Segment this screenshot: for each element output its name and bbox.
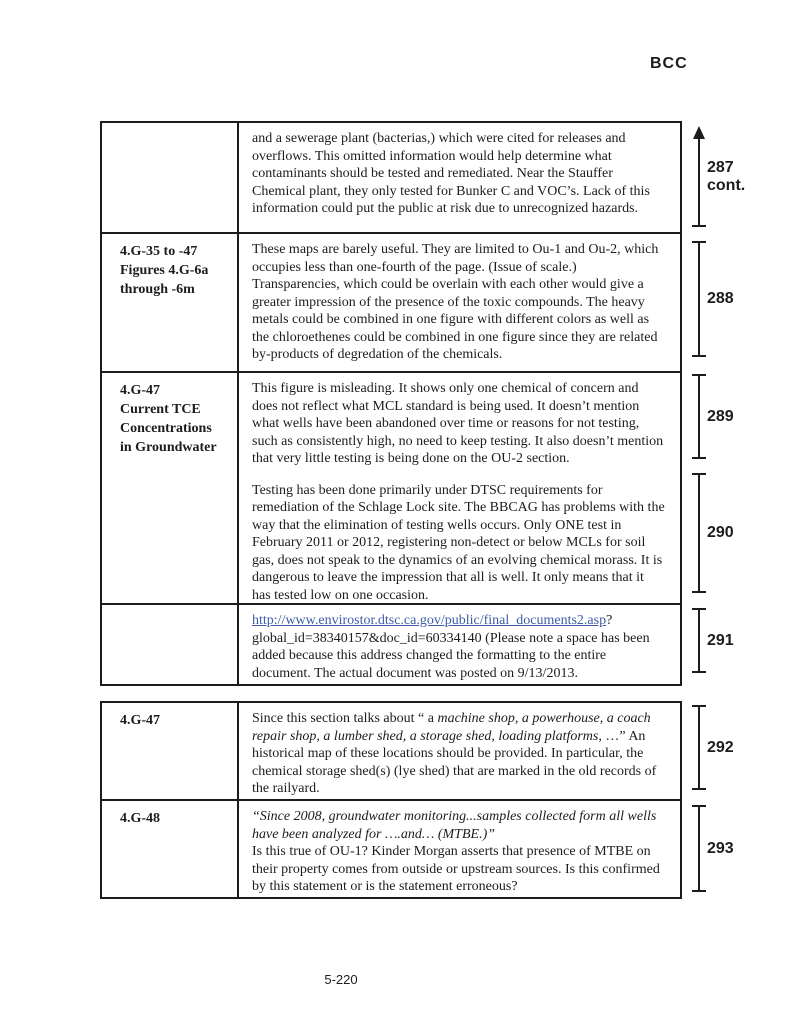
comment-number-label: [707, 290, 734, 308]
bracket-line: [698, 374, 700, 459]
comment-number-label: [707, 524, 734, 542]
comment-number-line: 288: [707, 290, 734, 307]
bracket-tick: [692, 241, 706, 243]
comment-text-segment: ?: [606, 613, 613, 628]
section-reference-line: 4.G-48: [120, 811, 161, 826]
comment-number-line: 287: [707, 159, 734, 176]
comment-text-segment: Testing has been done primarily under DTSC requirements for remediation of the Schlage Lock site. The BBCAG has problems with the way that the elimination of testing wells occurs. Only ONE test in February 2011 or 2012, registering non-detect or below MCLs for soil gas, does not speak to the dynamics of an evolving chemical morass. It is dangerous to leave the impression that all is well. It only means that it has tested low on one occasion.: [252, 482, 665, 603]
section-reference-cell: [102, 703, 239, 799]
section-reference-line: 4.G-47: [120, 383, 161, 398]
comment-text-segment: global_id=38340157&doc_id=60334140 (Please note a space has been added because this address changed the formatting to the entire document. The actual document was posted on 9/13/2013.: [252, 630, 650, 681]
bracket-tick: [692, 788, 706, 790]
bracket-tick: [692, 374, 706, 376]
comment-paragraph: [252, 612, 666, 682]
comment-number-label: [707, 632, 734, 650]
comment-number-label: [707, 840, 734, 858]
section-reference-line: Figures 4.G-6a: [120, 263, 209, 278]
comment-number-label: [707, 159, 745, 195]
comment-table: [100, 701, 682, 899]
section-reference-line: Current TCE: [120, 402, 201, 417]
bracket-line: [698, 805, 700, 892]
comment-number-label: [707, 408, 734, 426]
comment-text-segment: Is this true of OU-1? Kinder Morgan asserts that presence of MTBE on their property comes from outside or upstream sources. Is this confirmed by this statement or is the statement erroneous?: [252, 844, 660, 894]
table-row: [102, 603, 680, 684]
section-reference-cell: [102, 234, 239, 371]
comment-text-segment: This figure is misleading. It shows only one chemical of concern and does not reflect what MCL standard is being used. It doesn’t mention what wells have been abandoned over time or reasons for not testing, such as consistently high, no need to keep testing. It also doesn’t mention that very little testing is being done on the OU-2 section.: [252, 381, 664, 466]
comment-text-cell: [239, 703, 680, 799]
comment-text-segment: and a sewerage plant (bacterias,) which were cited for releases and overflows. This omitted information would help determine what contaminants should be tested and remediated. Near the Stauffer Chemical plant, they only tested for Bunker C and VOC’s. Lack of this information could put the public at risk due to unrecognized hazards.: [252, 131, 650, 216]
bracket-tick: [692, 473, 706, 475]
comment-paragraph: [252, 130, 666, 218]
table-row: [102, 799, 680, 897]
comment-text-cell: [239, 373, 680, 603]
bracket-tick: [692, 225, 706, 227]
bracket-tick: [692, 457, 706, 459]
bracket-tick: [692, 890, 706, 892]
comment-text-segment: These maps are barely useful. They are limited to Ou-1 and Ou-2, which occupies less than one-fourth of the page. (Issue of scale.) Transparencies, which could be overlain with each other would give a greater impression of the presence of the toxic compounds. The heavy metals could be combined in one figure with different colors as well as the chloroethenes could be combined in one figure since they are related by-products of degredation of the chemicals.: [252, 242, 659, 362]
table-row: [102, 232, 680, 371]
comment-number-line: 291: [707, 632, 734, 649]
bracket-tick: [692, 355, 706, 357]
table-row: [102, 371, 680, 603]
bracket-line: [698, 705, 700, 790]
comment-text-segment: …” An historical map of these locations should be provided. In particular, the chemical storage shed(s) (lye shed) that are marked in the old records of the railyard.: [252, 728, 657, 796]
comment-paragraph: [252, 241, 666, 364]
section-reference-line: in Groundwater: [120, 440, 217, 455]
comment-text-cell: [239, 234, 680, 371]
bracket-tick: [692, 705, 706, 707]
table-row: [102, 703, 680, 799]
section-reference-line: Concentrations: [120, 421, 212, 436]
comment-text-cell: [239, 801, 680, 897]
comment-text-cell: [239, 123, 680, 232]
bracket-tick: [692, 805, 706, 807]
margin-comment-markers: [690, 0, 800, 1034]
section-reference-cell: [102, 373, 239, 603]
bracket-tick: [692, 591, 706, 593]
table-row: [102, 123, 680, 232]
document-code-label: BCC: [650, 55, 688, 72]
comment-paragraph: [252, 808, 666, 896]
comment-table: [100, 121, 682, 686]
bracket-line: [698, 241, 700, 357]
comment-text-cell: [239, 605, 680, 684]
comment-paragraph: [252, 710, 666, 798]
comment-number-label: [707, 739, 734, 757]
section-reference-line: 4.G-35 to -47: [120, 244, 198, 259]
comment-text-segment: machine shop, a powerhouse, a coach repair shop, a lumber shed, a storage shed, loading platforms,: [252, 711, 651, 744]
comment-number-line: 289: [707, 408, 734, 425]
section-reference-line: 4.G-47: [120, 713, 161, 728]
comment-number-line: 292: [707, 739, 734, 756]
comment-paragraph: [252, 380, 666, 468]
bracket-line: [698, 473, 700, 593]
comment-paragraph: [252, 482, 666, 604]
bracket-tick: [692, 608, 706, 610]
page-number: 5-220: [324, 972, 358, 987]
envirostor-link[interactable]: http://www.envirostor.dtsc.ca.gov/public/final_documents2.asp: [252, 613, 607, 628]
comment-text-segment: “Since 2008, groundwater monitoring...samples collected form all wells have been analyzed for ….and… (MTBE.)”: [252, 809, 657, 842]
bracket-line: [698, 608, 700, 673]
bracket-line: [698, 136, 700, 226]
section-reference-cell: [102, 801, 239, 897]
comment-number-line: 290: [707, 524, 734, 541]
bracket-tick: [692, 671, 706, 673]
comment-text-segment: Since this section talks about “ a: [252, 711, 438, 726]
comment-number-line: 293: [707, 840, 734, 857]
section-reference-line: through -6m: [120, 282, 195, 297]
section-reference-cell: [102, 605, 239, 684]
comment-number-line: cont.: [707, 177, 746, 194]
section-reference-cell: [102, 123, 239, 232]
